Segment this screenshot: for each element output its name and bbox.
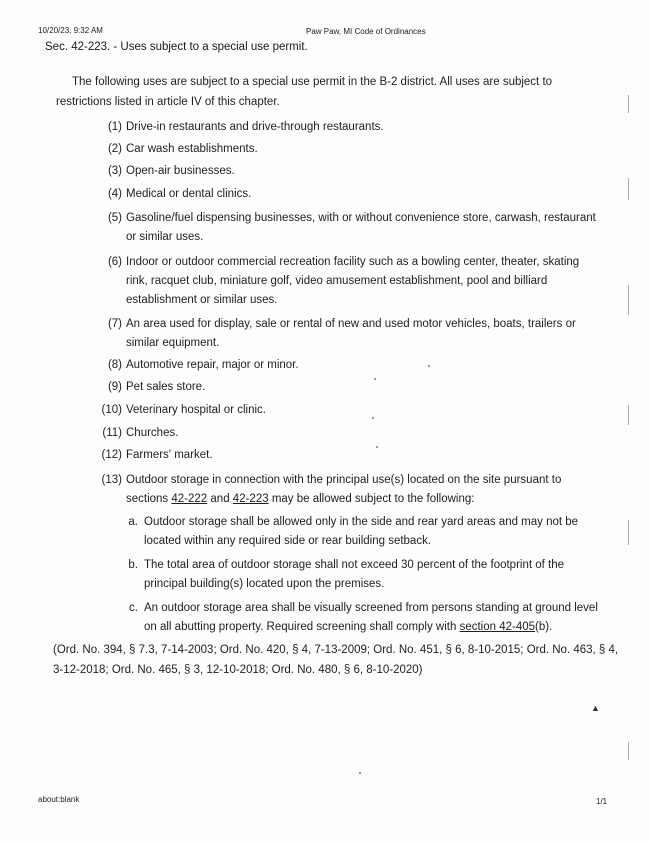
item-text: Automotive repair, major or minor.: [126, 359, 299, 371]
scan-edge-mark: [628, 742, 629, 760]
item-text-fragment: and: [210, 493, 230, 505]
scan-edge-mark: [628, 285, 629, 315]
print-header-title: Paw Paw, MI Code of Ordinances: [306, 27, 426, 36]
item-text: Car wash establishments.: [126, 143, 258, 155]
scan-edge-mark: [628, 178, 629, 200]
sub-item-letter: c.: [129, 602, 138, 614]
item-text: Farmers' market.: [126, 449, 213, 461]
item-number: (10): [101, 404, 122, 416]
section-42-405-link[interactable]: section 42-405: [459, 621, 536, 633]
intro-paragraph: The following uses are subject to a special use permit in the B-2 district. All uses are subject to restrictions listed in article IV of this chapter.: [56, 76, 553, 108]
item-text: or similar uses.: [126, 231, 204, 243]
item-number: (7): [107, 318, 122, 330]
item-number: (8): [107, 359, 122, 371]
sub-item-text: located within any required side or rear building setback.: [144, 535, 432, 547]
item-number: (6): [107, 256, 122, 268]
section-title: Sec. 42-223. - Uses subject to a special use permit.: [45, 41, 308, 53]
item-text: Medical or dental clinics.: [126, 188, 252, 200]
item-text: Drive-in restaurants and drive-through restaurants.: [126, 121, 384, 133]
item-text: An area used for display, sale or rental of new and used motor vehicles, boats, trailers or: [126, 318, 576, 330]
item-number: (11): [102, 427, 122, 439]
print-page-number: 1/1: [596, 797, 608, 806]
sub-item-text-fragment: (b).: [535, 621, 553, 633]
scan-edge-mark: [628, 520, 629, 545]
scan-edge-mark: [628, 405, 629, 425]
item-text: [126, 490, 474, 510]
item-text: Pet sales store.: [126, 381, 206, 393]
item-text: rink, racquet club, miniature golf, video amusement establishment, pool and billiard: [126, 275, 548, 287]
sub-item-text: The total area of outdoor storage shall not exceed 30 percent of the footprint of the: [144, 559, 565, 571]
section-42-222-link[interactable]: 42-222: [171, 493, 208, 505]
item-text: Veterinary hospital or clinic.: [126, 404, 266, 416]
item-number: (2): [107, 143, 122, 155]
item-text: establishment or similar uses.: [126, 294, 278, 306]
sub-item-text: An outdoor storage area shall be visually screened from persons standing at ground level: [144, 602, 598, 614]
item-text: Gasoline/fuel dispensing businesses, with or without convenience store, carwash, restaurant: [126, 212, 596, 224]
item-text-fragment: may be allowed subject to the following:: [271, 493, 475, 505]
item-text: Churches.: [126, 427, 179, 439]
item-number: (12): [101, 449, 122, 461]
item-number: (3): [107, 165, 122, 177]
item-number: (5): [107, 212, 122, 224]
sub-item-letter: b.: [128, 559, 138, 571]
item-number: (9): [107, 381, 122, 393]
sub-item-text: Outdoor storage shall be allowed only in the side and rear yard areas and may not be: [144, 516, 579, 528]
section-42-223-link[interactable]: 42-223: [232, 493, 269, 505]
pointer-arrow-icon: ▲: [591, 703, 600, 713]
sub-item-text-fragment: on all abutting property. Required screening shall comply with: [144, 621, 457, 633]
scan-speck: [359, 772, 361, 774]
sub-item-text: [144, 618, 552, 638]
item-text: Indoor or outdoor commercial recreation facility such as a bowling center, theater, skating: [126, 256, 580, 268]
scan-speck: [374, 378, 376, 380]
item-text: Open-air businesses.: [126, 165, 235, 177]
item-text-fragment: sections: [126, 493, 169, 505]
scan-edge-mark: [628, 95, 629, 113]
scan-speck: [428, 365, 430, 367]
item-number: (13): [101, 474, 122, 486]
sub-item-text: principal building(s) located upon the premises.: [144, 578, 385, 590]
item-number: (4): [107, 188, 122, 200]
item-text: similar equipment.: [126, 337, 220, 349]
item-text: Outdoor storage in connection with the principal use(s) located on the site pursuant to: [126, 474, 562, 486]
print-datetime: 10/20/23, 9:32 AM: [38, 26, 103, 35]
ordinance-history: (Ord. No. 394, § 7.3, 7-14-2003; Ord. No. 420, § 4, 7-13-2009; Ord. No. 451, § 6, 8-10-2015; Ord. No. 463, § 4, 3-12-2018; Ord. No. 465, § 3, 12-10-2018; Ord. No. 480, § 6, 8-10-2020): [53, 644, 619, 676]
sub-item-letter: a.: [128, 516, 138, 528]
scan-speck: [376, 446, 378, 448]
print-footer-url: about:blank: [38, 795, 80, 804]
item-number: (1): [107, 121, 122, 133]
scan-speck: [372, 417, 374, 419]
